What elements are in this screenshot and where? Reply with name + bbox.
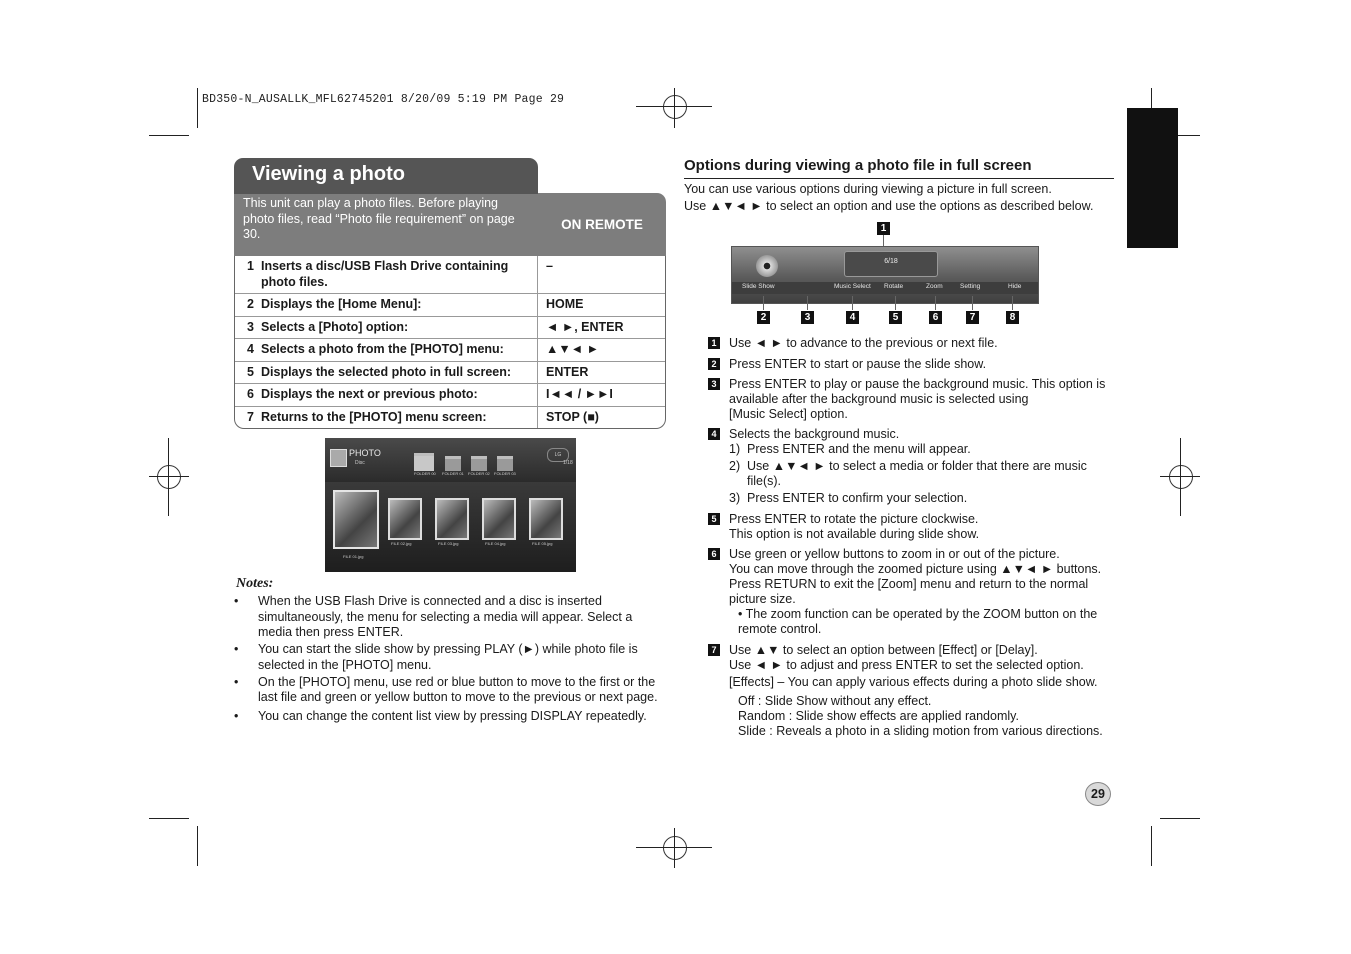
callout-7: 7 (966, 311, 979, 324)
step-key: I◄◄ / ►►I (537, 384, 665, 406)
folder-label: FOLDER 00 (414, 471, 436, 476)
note-text: On the [PHOTO] menu, use red or blue button to move to the first or the last file and green or yellow button to move to the previous or next page. (258, 674, 658, 704)
callout-leader (935, 296, 936, 310)
registration-mark (157, 465, 181, 489)
crop-mark (168, 438, 169, 516)
intro-text: This unit can play a photo files. Before playing photo files, read “Photo file requirement” on page 30. (243, 196, 515, 241)
step-number: 1 (247, 259, 254, 273)
step-key: ▲▼◄ ► (537, 339, 665, 361)
crop-mark (674, 88, 675, 128)
step-key: ◄ ►, ENTER (537, 317, 665, 339)
option-item (708, 357, 1118, 372)
step-action: Selects a photo from the [PHOTO] menu: (261, 342, 504, 356)
on-remote-label: ON REMOTE (561, 217, 643, 232)
callout-1: 1 (877, 222, 890, 235)
step-key: – (537, 256, 665, 293)
step-row (235, 293, 665, 316)
note-item: • On the [PHOTO] menu, use red or blue button to move to the first or the last file and green or yellow button to move to the previous or next page. (234, 674, 658, 704)
step-key: STOP (■) (537, 407, 665, 429)
intro-line: You can use various options during viewing a picture in full screen. (684, 182, 1052, 196)
photo-thumbnail (388, 498, 422, 540)
photo-menu-title: PHOTO (349, 448, 381, 458)
callout-3: 3 (801, 311, 814, 324)
file-counter: 6/18 (884, 258, 898, 265)
step-action: Displays the selected photo in full screen: (261, 364, 512, 379)
photo-menu-page: 1/18 (563, 460, 573, 466)
step-key: HOME (537, 294, 665, 316)
step-number: 3 (247, 319, 254, 334)
section-title: Viewing a photo (252, 163, 405, 185)
thumbnail-label: FILE 02.jpg (391, 541, 412, 546)
crop-mark (149, 135, 189, 136)
thumbnail-label: FILE 04.jpg (485, 541, 506, 546)
callout-leader (1012, 296, 1013, 310)
option-rotate: Rotate (884, 283, 904, 290)
step-action: Inserts a disc/USB Flash Drive containing photo files. (261, 259, 509, 289)
item-number-box: 7 (708, 644, 720, 656)
item-text: Use ◄ ► to advance to the previous or next file. (729, 336, 998, 350)
crop-mark (674, 828, 675, 868)
thumbnail-label: FILE 05.jpg (532, 541, 553, 546)
callout-leader (807, 296, 808, 310)
photo-thumbnail (529, 498, 563, 540)
disc-icon (756, 255, 778, 277)
option-item (708, 427, 1118, 506)
option-item (708, 547, 1118, 637)
folder-icon (497, 456, 513, 471)
item-number-box: 3 (708, 378, 720, 390)
crop-mark (1180, 438, 1181, 516)
callout-8: 8 (1006, 311, 1019, 324)
item-text: Press ENTER to play or pause the background music. This option is available after the background music is selected using (729, 377, 1106, 406)
step-number: 5 (247, 364, 254, 379)
option-item (708, 643, 1118, 739)
options-intro (684, 181, 1124, 215)
option-slide-show: Slide Show (742, 283, 775, 290)
intro-line: Use ▲▼◄ ► to select an option and use the options as described below. (684, 199, 1094, 213)
photo-thumbnail-selected (333, 490, 379, 549)
option-setting: Setting (960, 283, 981, 290)
callout-6: 6 (929, 311, 942, 324)
item-text: [Music Select] option. (729, 407, 848, 421)
step-action: Displays the [Home Menu]: (261, 297, 422, 311)
note-text: You can change the content list view by pressing DISPLAY repeatedly. (258, 708, 647, 723)
sub-step-number: 3) (729, 491, 741, 505)
step-number: 2 (247, 297, 254, 311)
option-zoom: Zoom (926, 283, 943, 290)
step-row (235, 361, 665, 384)
crop-mark (197, 826, 198, 866)
sub-step (729, 442, 1118, 457)
option-item (708, 377, 1118, 422)
step-key: ENTER (537, 362, 665, 384)
item-number-box: 4 (708, 428, 720, 440)
intro-box (234, 194, 538, 256)
page-number: 29 (1085, 782, 1111, 806)
registration-mark (663, 95, 687, 119)
effect-item: Off : Slide Show without any effect. (738, 694, 932, 708)
folder-label: FOLDER 01 (442, 471, 464, 476)
option-bar-screenshot (731, 246, 1039, 304)
step-row (235, 316, 665, 339)
file-counter-box (844, 251, 938, 277)
crop-mark (1151, 826, 1152, 866)
step-number: 4 (247, 342, 254, 356)
crop-mark (149, 476, 189, 477)
callout-2: 2 (757, 311, 770, 324)
photo-menu-icon (330, 449, 347, 467)
sub-step-number: 1) (729, 442, 741, 456)
registration-mark (663, 836, 687, 860)
sub-step (729, 491, 1118, 506)
option-hide: Hide (1008, 283, 1022, 290)
item-text: Selects the background music. (729, 427, 900, 441)
heading-rule (684, 178, 1114, 179)
callout-leader (852, 296, 853, 310)
callout-leader (972, 296, 973, 310)
folder-icon (445, 456, 461, 471)
item-text: You can move through the zoomed picture using ▲▼◄ ► buttons. Press RETURN to exit the [Zoom] menu and return to the normal picture size. (729, 562, 1102, 606)
folder-label: FOLDER 02 (468, 471, 490, 476)
sub-step-text: Press ENTER to confirm your selection. (747, 491, 968, 505)
callout-5: 5 (889, 311, 902, 324)
notes-list (234, 594, 666, 726)
crop-mark (197, 88, 198, 128)
step-number: 7 (247, 409, 254, 424)
effects-text: [Effects] – You can apply various effects during a photo slide show. (729, 675, 1098, 689)
photo-thumbnail (482, 498, 516, 540)
item-text: This option is not available during slide show. (729, 527, 980, 541)
item-text: Use ▲▼ to select an option between [Effect] or [Delay]. (729, 643, 1038, 657)
callout-leader (895, 296, 896, 310)
print-header: BD350-N_AUSALLK_MFL62745201 8/20/09 5:19 PM Page 29 (202, 93, 565, 106)
folder-icon (471, 456, 487, 471)
option-item (708, 512, 1118, 542)
step-action: Displays the next or previous photo: (261, 387, 478, 401)
note-item: • You can change the content list view by pressing DISPLAY repeatedly. (234, 708, 647, 723)
on-remote-header (538, 193, 666, 256)
item-number-box: 6 (708, 548, 720, 560)
step-row (235, 256, 665, 293)
lg-logo: LG (547, 448, 569, 462)
step-action: Selects a [Photo] option: (261, 319, 409, 334)
step-action: Returns to the [PHOTO] menu screen: (261, 409, 487, 424)
sub-step (729, 459, 1118, 489)
item-number-box: 1 (708, 337, 720, 349)
step-row (235, 338, 665, 361)
options-heading: Options during viewing a photo file in full screen (684, 157, 1032, 174)
zoom-note: • The zoom function can be operated by the ZOOM button on the remote control. (738, 607, 1098, 636)
callout-4: 4 (846, 311, 859, 324)
step-number: 6 (247, 387, 254, 401)
note-item: • When the USB Flash Drive is connected and a disc is inserted simultaneously, the menu for selecting a media will appear. Select a media then press ENTER. (234, 594, 633, 639)
note-text: You can start the slide show by pressing PLAY (►) while photo file is selected in the [PHOTO] menu. (258, 642, 638, 672)
item-text: Use green or yellow buttons to zoom in or out of the picture. (729, 547, 1060, 561)
item-number-box: 2 (708, 358, 720, 370)
registration-mark (1169, 465, 1193, 489)
note-item: • You can start the slide show by pressing PLAY (►) while photo file is selected in the [PHOTO] menu. (234, 642, 638, 672)
notes-heading: Notes: (236, 576, 274, 591)
crop-mark (149, 818, 189, 819)
sub-step-number: 2) (729, 459, 741, 473)
thumbnail-label: FILE 03.jpg (438, 541, 459, 546)
step-row (235, 383, 665, 406)
thumbnail-label: FILE 01.jpg (343, 554, 364, 559)
option-descriptions (708, 336, 1118, 739)
folder-label: FOLDER 03 (494, 471, 516, 476)
sub-step-text: Use ▲▼◄ ► to select a media or folder that there are music file(s). (747, 459, 1087, 488)
section-title-bar (234, 158, 538, 196)
folder-icon (414, 453, 434, 471)
item-text: Press ENTER to rotate the picture clockwise. (729, 512, 979, 526)
option-item (708, 336, 1118, 351)
item-text: Use ◄ ► to adjust and press ENTER to set the selected option. (729, 658, 1084, 672)
section-tab (1127, 108, 1178, 248)
step-row (235, 406, 665, 429)
photo-thumbnail (435, 498, 469, 540)
item-number-box: 5 (708, 513, 720, 525)
photo-menu-screenshot (325, 438, 576, 572)
effect-item: Random : Slide show effects are applied randomly. (738, 709, 1019, 723)
sub-step-text: Press ENTER and the menu will appear. (747, 442, 971, 456)
callout-leader (763, 296, 764, 310)
item-text: Press ENTER to start or pause the slide show. (729, 357, 987, 371)
effect-item: Slide : Reveals a photo in a sliding motion from various directions. (738, 724, 1103, 738)
option-music-select: Music Select (834, 283, 871, 290)
crop-mark (1160, 818, 1200, 819)
photo-menu-source: Disc (355, 460, 365, 466)
note-text: When the USB Flash Drive is connected and a disc is inserted simultaneously, the menu for selecting a media will appear. Select a media then press ENTER. (258, 594, 633, 639)
steps-table (234, 256, 666, 429)
